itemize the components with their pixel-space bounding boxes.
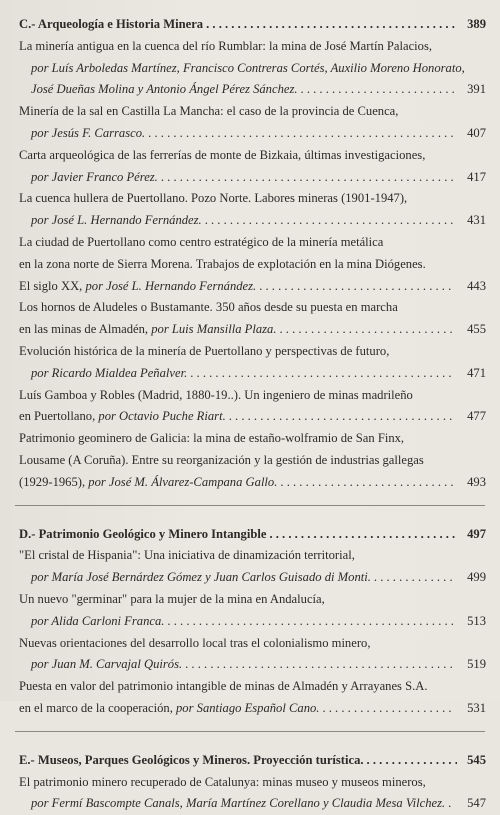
section-divider bbox=[15, 731, 485, 732]
section-heading bbox=[19, 524, 486, 546]
toc-entry bbox=[19, 428, 486, 493]
entry-page-number: 471 bbox=[458, 363, 486, 385]
section-heading bbox=[19, 750, 486, 772]
entry-last-row bbox=[19, 276, 486, 298]
leader-dots bbox=[185, 654, 455, 676]
entry-title-line: La ciudad de Puertollano como centro estratégico de la minería metálica bbox=[19, 232, 486, 254]
entry-author-row bbox=[19, 123, 486, 145]
entry-author: por Santiago Español Cano. bbox=[176, 698, 319, 720]
section-page-number: 545 bbox=[460, 750, 486, 772]
entry-title-line: Carta arqueológica de las ferrerías de monte de Bizkaia, últimas investigaciones, bbox=[19, 145, 486, 167]
entry-author-line: por Luís Arboledas Martínez, Francisco Contreras Cortés, Auxilio Moreno Honorato, bbox=[19, 58, 486, 80]
section-title: C.- Arqueología e Historia Minera bbox=[19, 14, 203, 36]
entry-page-number: 455 bbox=[458, 319, 486, 341]
leader-dots bbox=[229, 406, 455, 428]
toc-entry bbox=[19, 188, 486, 232]
leader-dots bbox=[205, 210, 455, 232]
toc-entry bbox=[19, 545, 486, 589]
entry-page-number: 513 bbox=[458, 611, 486, 633]
entry-author: por José L. Hernando Fernández. bbox=[31, 210, 202, 232]
toc-section bbox=[19, 14, 486, 506]
section-title: E.- Museos, Parques Geológicos y Mineros. Proyección turística. bbox=[19, 750, 364, 772]
entry-author-row bbox=[19, 567, 486, 589]
entry-author-row bbox=[19, 167, 486, 189]
toc-entry bbox=[19, 589, 486, 633]
toc-entry bbox=[19, 341, 486, 385]
entry-title-line: La minería antigua en la cuenca del río Rumblar: la mina de José Martín Palacios, bbox=[19, 36, 486, 58]
toc-entry bbox=[19, 772, 486, 815]
toc-section bbox=[19, 524, 486, 732]
entry-last-row bbox=[19, 406, 486, 428]
section-title: D.- Patrimonio Geológico y Minero Intangible bbox=[19, 524, 266, 546]
leader-dots bbox=[448, 793, 455, 815]
entry-author: por Juan M. Carvajal Quirós. bbox=[31, 654, 182, 676]
section-page-number: 497 bbox=[460, 524, 486, 546]
entry-author: por José L. Hernando Fernández. bbox=[85, 276, 256, 298]
leader-dots bbox=[167, 611, 455, 633]
leader-dots bbox=[279, 319, 455, 341]
leader-dots bbox=[374, 567, 455, 589]
entry-title-tail: en el marco de la cooperación, bbox=[19, 698, 173, 720]
toc-entry bbox=[19, 633, 486, 677]
leader-dots bbox=[322, 698, 455, 720]
toc-section bbox=[19, 750, 486, 815]
entry-title-line: en la zona norte de Sierra Morena. Trabajos de explotación en la mina Diógenes. bbox=[19, 254, 486, 276]
toc-entry bbox=[19, 232, 486, 297]
entry-page-number: 443 bbox=[458, 276, 486, 298]
entry-last-row bbox=[19, 698, 486, 720]
entry-last-row bbox=[19, 319, 486, 341]
entry-title-line: Patrimonio geominero de Galicia: la mina de estaño-wolframio de San Finx, bbox=[19, 428, 486, 450]
leader-dots bbox=[190, 363, 455, 385]
entry-page-number: 499 bbox=[458, 567, 486, 589]
entry-page-number: 417 bbox=[458, 167, 486, 189]
entry-title-line: Minería de la sal en Castilla La Mancha: el caso de la provincia de Cuenca, bbox=[19, 101, 486, 123]
toc-entry bbox=[19, 145, 486, 189]
entry-title-line: La cuenca hullera de Puertollano. Pozo Norte. Labores mineras (1901-1947), bbox=[19, 188, 486, 210]
entry-author: por Luis Mansilla Plaza. bbox=[151, 319, 276, 341]
leader-dots bbox=[161, 167, 455, 189]
entry-title-line: El patrimonio minero recuperado de Catalunya: minas museo y museos mineros, bbox=[19, 772, 486, 794]
toc-entry bbox=[19, 676, 486, 720]
entry-author: por Fermí Bascompte Canals, María Martínez Corellano y Claudia Mesa Vilchez. bbox=[31, 793, 445, 815]
entry-page-number: 531 bbox=[458, 698, 486, 720]
entry-title-line: Los hornos de Aludeles o Bustamante. 350 años desde su puesta en marcha bbox=[19, 297, 486, 319]
entry-title-tail: (1929-1965), bbox=[19, 472, 85, 494]
entry-title-tail: en las minas de Almadén, bbox=[19, 319, 148, 341]
entry-author-row bbox=[19, 793, 486, 815]
toc-entry bbox=[19, 385, 486, 429]
entry-title-line: Nuevas orientaciones del desarrollo local tras el colonialismo minero, bbox=[19, 633, 486, 655]
entry-author: por Jesús F. Carrasco. bbox=[31, 123, 145, 145]
leader-dots bbox=[206, 14, 457, 36]
entry-author: por José M. Álvarez-Campana Gallo. bbox=[88, 472, 277, 494]
leader-dots bbox=[148, 123, 455, 145]
entry-page-number: 407 bbox=[458, 123, 486, 145]
leader-dots bbox=[367, 750, 457, 772]
entry-page-number: 431 bbox=[458, 210, 486, 232]
entry-author: por Javier Franco Pérez. bbox=[31, 167, 158, 189]
leader-dots bbox=[301, 79, 455, 101]
section-heading bbox=[19, 14, 486, 36]
entry-author: por Ricardo Mialdea Peñalver. bbox=[31, 363, 187, 385]
entry-title-line: Evolución histórica de la minería de Puertollano y perspectivas de futuro, bbox=[19, 341, 486, 363]
toc-entry bbox=[19, 297, 486, 341]
entry-author: por María José Bernárdez Gómez y Juan Carlos Guisado di Monti. bbox=[31, 567, 371, 589]
entry-last-row bbox=[19, 472, 486, 494]
entry-page-number: 391 bbox=[458, 79, 486, 101]
entry-title-line: Puesta en valor del patrimonio intangible de minas de Almadén y Arrayanes S.A. bbox=[19, 676, 486, 698]
leader-dots bbox=[280, 472, 455, 494]
entry-title-line: Lousame (A Coruña). Entre su reorganización y la gestión de industrias gallegas bbox=[19, 450, 486, 472]
entry-page-number: 547 bbox=[458, 793, 486, 815]
entry-author-row bbox=[19, 611, 486, 633]
entry-author-row bbox=[19, 79, 486, 101]
entry-author: por Octavio Puche Riart. bbox=[98, 406, 225, 428]
entry-page-number: 477 bbox=[458, 406, 486, 428]
entry-author-row bbox=[19, 363, 486, 385]
entry-title-line: "El cristal de Hispania": Una iniciativa de dinamización territorial, bbox=[19, 545, 486, 567]
entry-author: José Dueñas Molina y Antonio Ángel Pérez Sánchez. bbox=[31, 79, 298, 101]
entry-author-row bbox=[19, 210, 486, 232]
section-divider bbox=[15, 505, 485, 506]
entry-author: por Alida Carloni Franca. bbox=[31, 611, 164, 633]
toc-entry bbox=[19, 36, 486, 101]
entry-title-line: Luís Gamboa y Robles (Madrid, 1880-19..). Un ingeniero de minas madrileño bbox=[19, 385, 486, 407]
entry-page-number: 519 bbox=[458, 654, 486, 676]
leader-dots bbox=[259, 276, 455, 298]
leader-dots bbox=[269, 524, 457, 546]
entry-title-line: Un nuevo "germinar" para la mujer de la mina en Andalucía, bbox=[19, 589, 486, 611]
entry-page-number: 493 bbox=[458, 472, 486, 494]
entry-author-row bbox=[19, 654, 486, 676]
entry-title-tail: en Puertollano, bbox=[19, 406, 95, 428]
toc-entry bbox=[19, 101, 486, 145]
section-page-number: 389 bbox=[460, 14, 486, 36]
entry-title-tail: El siglo XX, bbox=[19, 276, 82, 298]
